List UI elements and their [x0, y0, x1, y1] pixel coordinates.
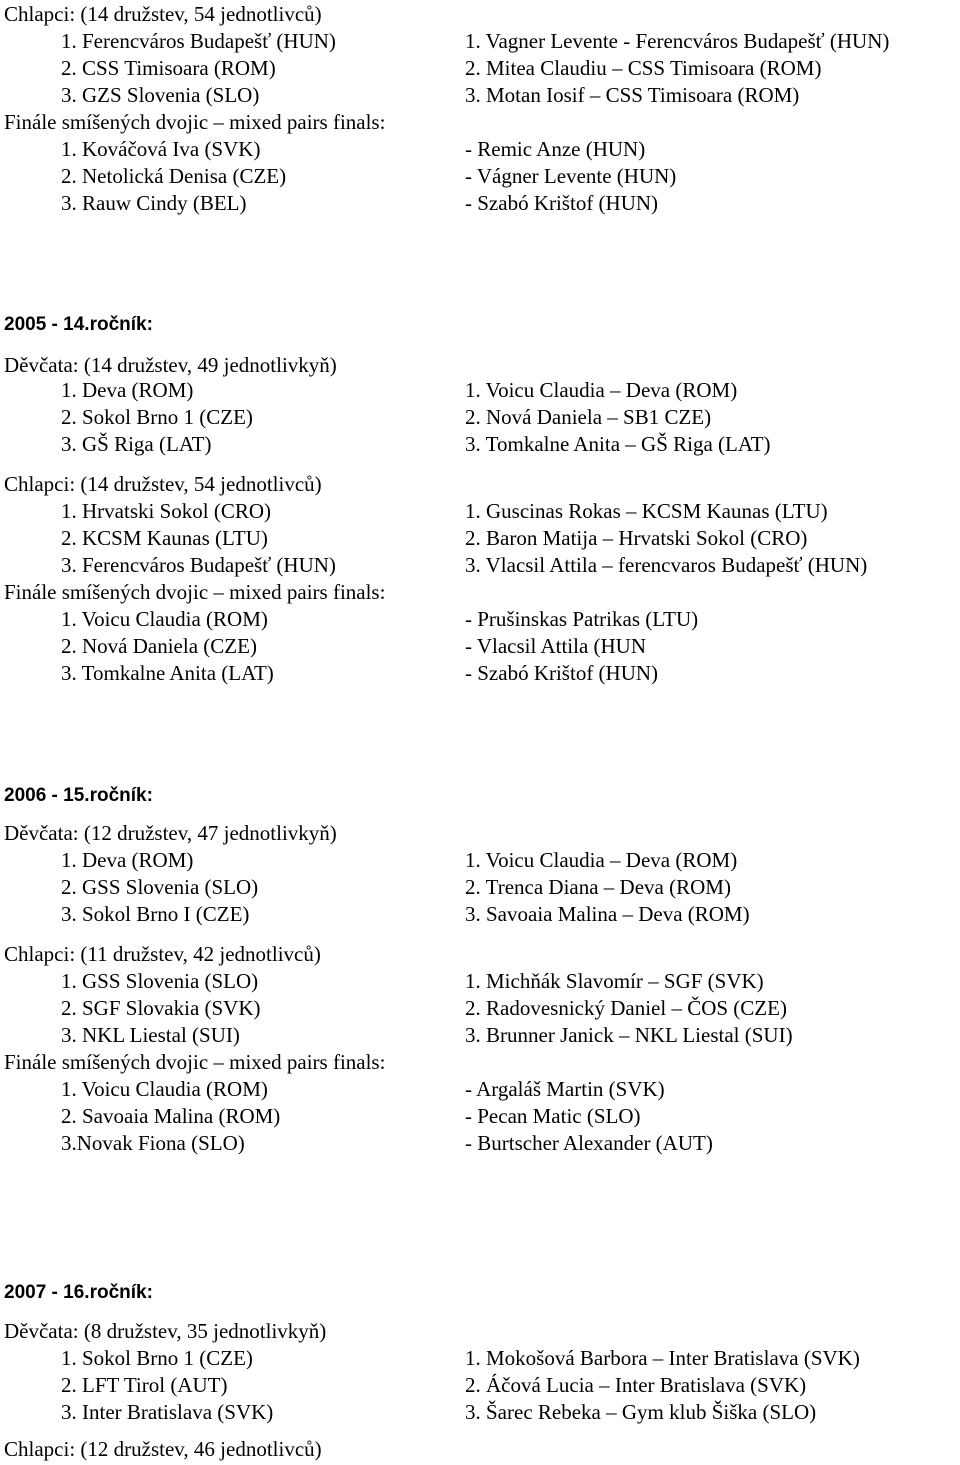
pair-1-male: - Remic Anze (HUN) [465, 137, 646, 161]
team-rank-1: 1. Ferencváros Budapešť (HUN) [61, 29, 336, 53]
pair-2-female: 2. Netolická Denisa (CZE) [61, 164, 287, 188]
team-rank-3: 3. Ferencváros Budapešť (HUN) [61, 553, 336, 577]
pair-3-female: 3.Novak Fiona (SLO) [61, 1131, 245, 1155]
team-rank-3: 3. Sokol Brno I (CZE) [61, 902, 250, 926]
team-rank-2: 2. GSS Slovenia (SLO) [61, 875, 259, 899]
team-rank-3: 3. GZS Slovenia (SLO) [61, 83, 260, 107]
year-heading: 2006 - 15.ročník: [4, 785, 153, 806]
individual-rank-1: 1. Voicu Claudia – Deva (ROM) [465, 848, 738, 872]
team-rank-1: 1. GSS Slovenia (SLO) [61, 969, 259, 993]
boys-category-title: Chlapci: (11 družstev, 42 jednotlivců) [4, 942, 321, 966]
team-rank-3: 3. NKL Liestal (SUI) [61, 1023, 240, 1047]
pair-2-female: 2. Savoaia Malina (ROM) [61, 1104, 281, 1128]
individual-rank-2: 2. Baron Matija – Hrvatski Sokol (CRO) [465, 526, 808, 550]
individual-rank-3: 3. Savoaia Malina – Deva (ROM) [465, 902, 750, 926]
pair-1-female: 1. Voicu Claudia (ROM) [61, 1077, 268, 1101]
pair-3-male: - Szabó Krištof (HUN) [465, 191, 659, 215]
individual-rank-3: 3. Šarec Rebeka – Gym klub Šiška (SLO) [465, 1400, 817, 1424]
pair-2-female: 2. Nová Daniela (CZE) [61, 634, 257, 658]
team-rank-2: 2. CSS Timisoara (ROM) [61, 56, 276, 80]
pair-2-male: - Vágner Levente (HUN) [465, 164, 677, 188]
pair-1-female: 1. Voicu Claudia (ROM) [61, 607, 268, 631]
individual-rank-3: 3. Motan Iosif – CSS Timisoara (ROM) [465, 83, 800, 107]
pair-2-male: - Vlacsil Attila (HUN [465, 634, 647, 658]
team-rank-1: 1. Deva (ROM) [61, 848, 194, 872]
boys-category-title: Chlapci: (14 družstev, 54 jednotlivců) [4, 2, 322, 26]
boys-category-title: Chlapci: (12 družstev, 46 jednotlivců) [4, 1437, 322, 1461]
team-rank-3: 3. Inter Bratislava (SVK) [61, 1400, 274, 1424]
individual-rank-2: 2. Áčová Lucia – Inter Bratislava (SVK) [465, 1373, 807, 1397]
individual-rank-2: 2. Mitea Claudiu – CSS Timisoara (ROM) [465, 56, 822, 80]
pair-3-female: 3. Rauw Cindy (BEL) [61, 191, 247, 215]
team-rank-2: 2. LFT Tirol (AUT) [61, 1373, 228, 1397]
team-rank-1: 1. Deva (ROM) [61, 378, 194, 402]
individual-rank-2: 2. Trenca Diana – Deva (ROM) [465, 875, 731, 899]
mixed-pairs-title: Finále smíšených dvojic – mixed pairs finals: [4, 110, 386, 134]
individual-rank-1: 1. Guscinas Rokas – KCSM Kaunas (LTU) [465, 499, 828, 523]
girls-category-title: Děvčata: (8 družstev, 35 jednotlivkyň) [4, 1319, 327, 1343]
mixed-pairs-title: Finále smíšených dvojic – mixed pairs finals: [4, 580, 386, 604]
individual-rank-1: 1. Vagner Levente - Ferencváros Budapešť (HUN) [465, 29, 890, 53]
pair-3-female: 3. Tomkalne Anita (LAT) [61, 661, 274, 685]
individual-rank-1: 1. Mokošová Barbora – Inter Bratislava (SVK) [465, 1346, 860, 1370]
year-heading: 2007 - 16.ročník: [4, 1282, 153, 1303]
individual-rank-3: 3. Tomkalne Anita – GŠ Riga (LAT) [465, 432, 771, 456]
team-rank-1: 1. Hrvatski Sokol (CRO) [61, 499, 271, 523]
boys-category-title: Chlapci: (14 družstev, 54 jednotlivců) [4, 472, 322, 496]
pair-1-male: - Argaláš Martin (SVK) [465, 1077, 665, 1101]
individual-rank-3: 3. Vlacsil Attila – ferencvaros Budapešť (HUN) [465, 553, 868, 577]
individual-rank-1: 1. Voicu Claudia – Deva (ROM) [465, 378, 738, 402]
individual-rank-1: 1. Michňák Slavomír – SGF (SVK) [465, 969, 764, 993]
team-rank-2: 2. Sokol Brno 1 (CZE) [61, 405, 253, 429]
pair-2-male: - Pecan Matic (SLO) [465, 1104, 641, 1128]
team-rank-2: 2. KCSM Kaunas (LTU) [61, 526, 268, 550]
pair-1-male: - Prušinskas Patrikas (LTU) [465, 607, 699, 631]
pair-3-male: - Burtscher Alexander (AUT) [465, 1131, 713, 1155]
individual-rank-2: 2. Nová Daniela – SB1 CZE) [465, 405, 712, 429]
pair-1-female: 1. Kováčová Iva (SVK) [61, 137, 261, 161]
individual-rank-2: 2. Radovesnický Daniel – ČOS (CZE) [465, 996, 787, 1020]
individual-rank-3: 3. Brunner Janick – NKL Liestal (SUI) [465, 1023, 793, 1047]
year-heading: 2005 - 14.ročník: [4, 314, 153, 335]
girls-category-title: Děvčata: (12 družstev, 47 jednotlivkyň) [4, 821, 337, 845]
girls-category-title: Děvčata: (14 družstev, 49 jednotlivkyň) [4, 353, 337, 377]
team-rank-3: 3. GŠ Riga (LAT) [61, 432, 212, 456]
mixed-pairs-title: Finále smíšených dvojic – mixed pairs finals: [4, 1050, 386, 1074]
team-rank-1: 1. Sokol Brno 1 (CZE) [61, 1346, 253, 1370]
pair-3-male: - Szabó Krištof (HUN) [465, 661, 659, 685]
team-rank-2: 2. SGF Slovakia (SVK) [61, 996, 261, 1020]
